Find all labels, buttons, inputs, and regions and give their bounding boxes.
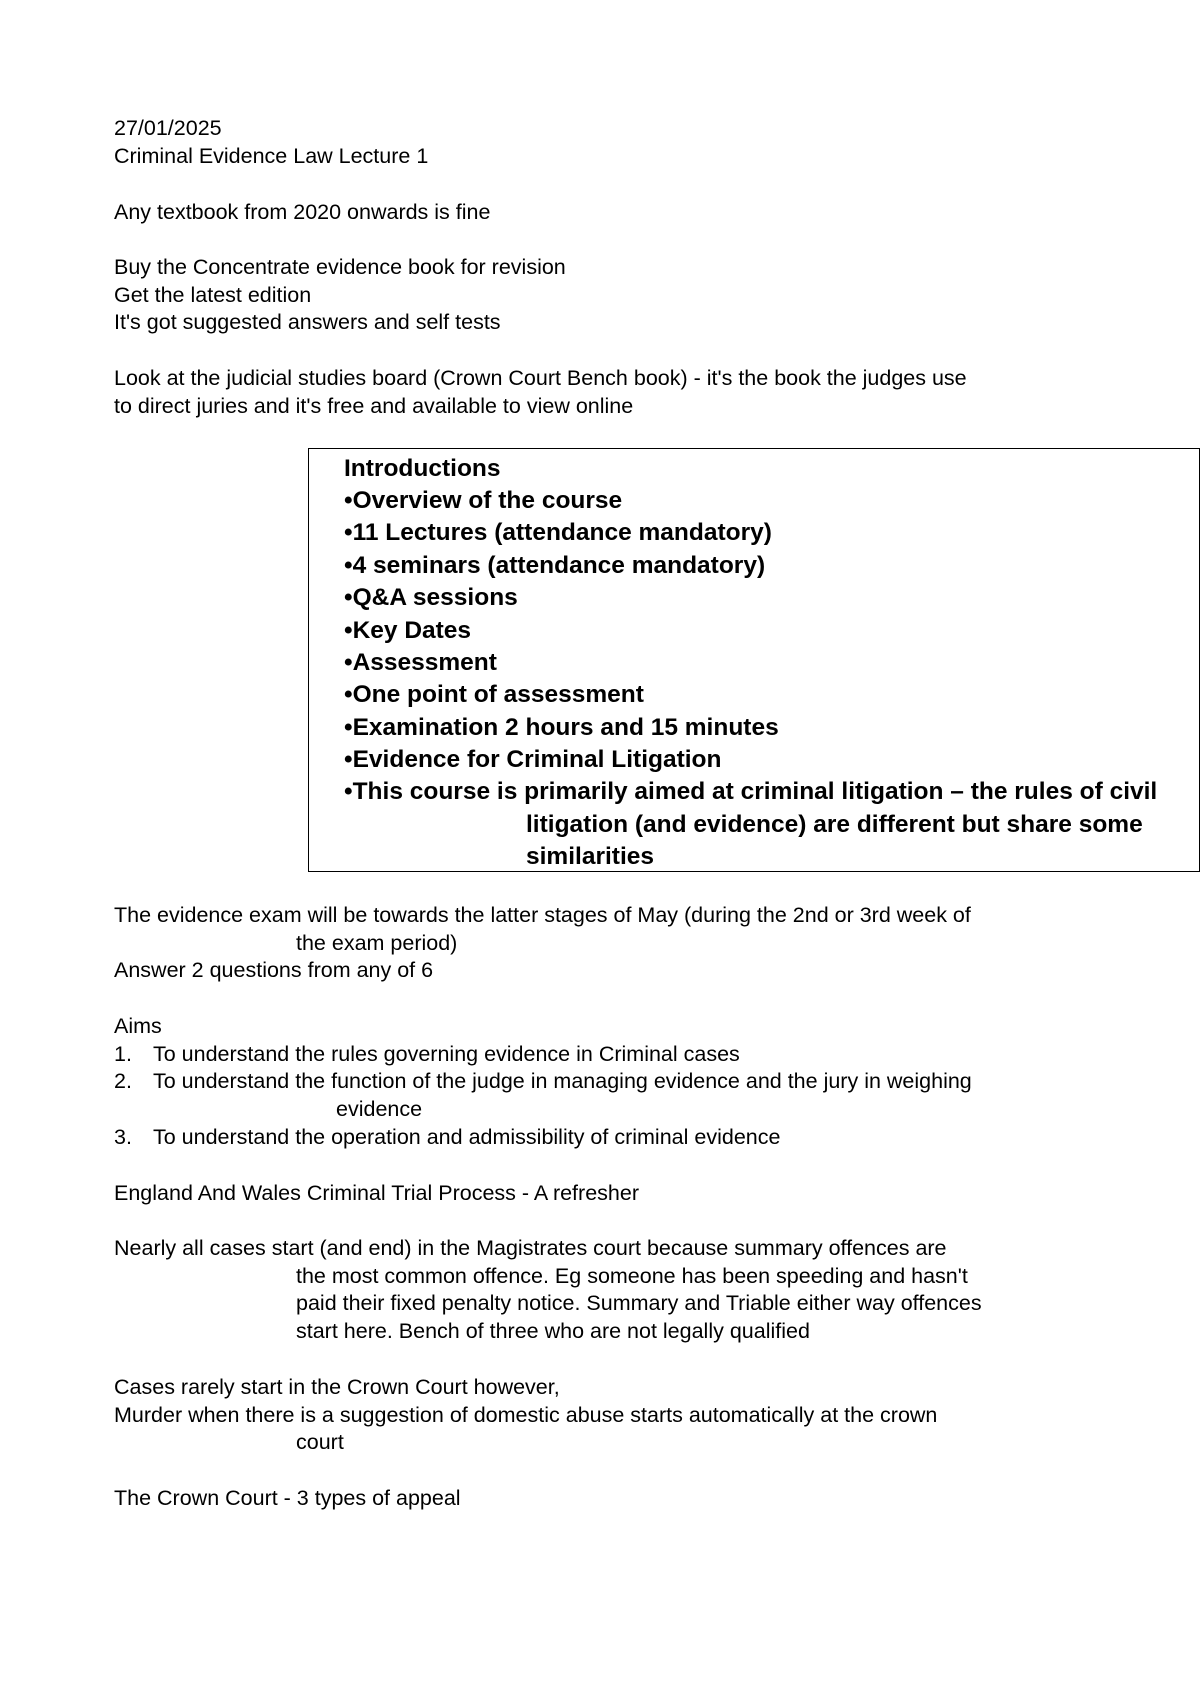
crown-court-note: Murder when there is a suggestion of domestic abuse starts automatically at the crown bbox=[114, 1403, 938, 1427]
aim-text-cont: evidence bbox=[336, 1097, 423, 1121]
magistrates-note-cont: paid their fixed penalty notice. Summary and Triable either way offences bbox=[296, 1291, 982, 1315]
note-latest-edition: Get the latest edition bbox=[114, 283, 312, 307]
slide-bullet: •Examination 2 hours and 15 minutes bbox=[344, 714, 779, 741]
slide-bullet: •4 seminars (attendance mandatory) bbox=[344, 552, 766, 579]
magistrates-note-cont: the most common offence. Eg someone has been speeding and hasn't bbox=[296, 1264, 968, 1288]
note-bench-book: Look at the judicial studies board (Crown Court Bench book) - it's the book the judges use bbox=[114, 366, 967, 390]
slide-box bbox=[308, 448, 1200, 872]
exam-note: The evidence exam will be towards the latter stages of May (during the 2nd or 3rd week of bbox=[114, 903, 971, 927]
slide-bullet: •Key Dates bbox=[344, 617, 472, 644]
crown-court-note-cont: court bbox=[296, 1430, 344, 1454]
aim-number: 1. bbox=[114, 1042, 132, 1066]
note-concentrate-book: Buy the Concentrate evidence book for revision bbox=[114, 255, 566, 279]
note-self-tests: It's got suggested answers and self tests bbox=[114, 310, 501, 334]
slide-bullet: •Q&A sessions bbox=[344, 584, 518, 611]
crown-court-appeals: The Crown Court - 3 types of appeal bbox=[114, 1486, 461, 1510]
aim-text: To understand the function of the judge in managing evidence and the jury in weighing bbox=[153, 1069, 972, 1093]
note-textbook: Any textbook from 2020 onwards is fine bbox=[114, 200, 491, 224]
magistrates-note: Nearly all cases start (and end) in the Magistrates court because summary offences are bbox=[114, 1236, 947, 1260]
exam-questions-note: Answer 2 questions from any of 6 bbox=[114, 958, 434, 982]
slide-bullet: •Assessment bbox=[344, 649, 497, 676]
lecture-date: 27/01/2025 bbox=[114, 116, 222, 140]
exam-note-cont: the exam period) bbox=[296, 931, 458, 955]
slide-bullet: •Overview of the course bbox=[344, 487, 623, 514]
lecture-title: Criminal Evidence Law Lecture 1 bbox=[114, 144, 429, 168]
aim-number: 2. bbox=[114, 1069, 132, 1093]
note-bench-book-cont: to direct juries and it's free and available to view online bbox=[114, 394, 634, 418]
slide-heading: Introductions bbox=[344, 455, 501, 482]
slide-bullet: •Evidence for Criminal Litigation bbox=[344, 746, 722, 773]
slide-bullet: •This course is primarily aimed at criminal litigation – the rules of civil bbox=[344, 778, 1158, 805]
trial-process-heading: England And Wales Criminal Trial Process - A refresher bbox=[114, 1181, 639, 1205]
magistrates-note-cont: start here. Bench of three who are not legally qualified bbox=[296, 1319, 810, 1343]
aim-number: 3. bbox=[114, 1125, 132, 1149]
slide-bullet-continuation: litigation (and evidence) are different but share some bbox=[526, 811, 1143, 838]
crown-court-note: Cases rarely start in the Crown Court however, bbox=[114, 1375, 560, 1399]
slide-bullet-continuation: similarities bbox=[526, 843, 655, 870]
slide-bullet: •One point of assessment bbox=[344, 681, 644, 708]
aim-text: To understand the operation and admissibility of criminal evidence bbox=[153, 1125, 781, 1149]
slide-bullet: •11 Lectures (attendance mandatory) bbox=[344, 519, 772, 546]
aim-text: To understand the rules governing evidence in Criminal cases bbox=[153, 1042, 740, 1066]
aims-heading: Aims bbox=[114, 1014, 162, 1038]
